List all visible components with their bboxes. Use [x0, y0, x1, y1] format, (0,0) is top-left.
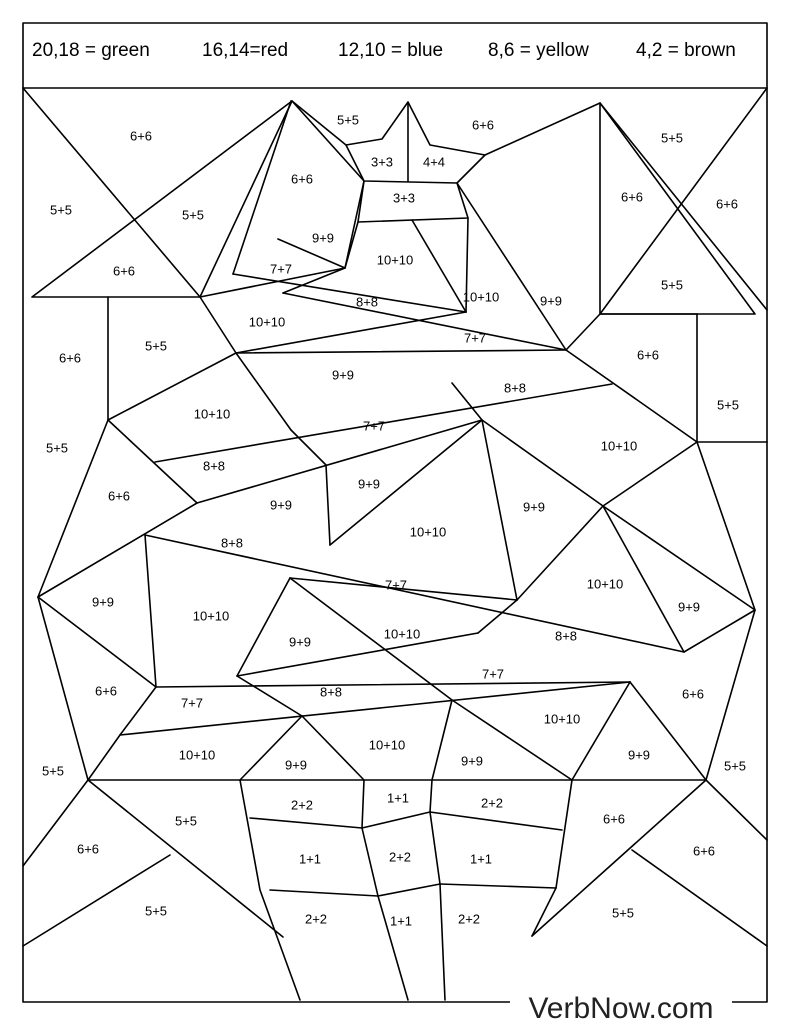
region-label: 5+5	[144, 338, 168, 354]
region-label: 5+5	[181, 207, 205, 223]
region-label: 9+9	[331, 367, 355, 383]
brand-watermark: VerbNow.com	[510, 992, 732, 1028]
region-label: 6+6	[681, 686, 705, 702]
region-label: 4+4	[422, 154, 446, 170]
region-label: 5+5	[174, 813, 198, 829]
region-label: 8+8	[355, 294, 379, 310]
region-label: 5+5	[41, 763, 65, 779]
region-label: 8+8	[202, 458, 226, 474]
region-label: 9+9	[288, 634, 312, 650]
region-label: 6+6	[715, 196, 739, 212]
region-label: 5+5	[660, 130, 684, 146]
region-label: 6+6	[76, 841, 100, 857]
region-label: 5+5	[144, 903, 168, 919]
region-label: 5+5	[716, 397, 740, 413]
region-label: 8+8	[554, 628, 578, 644]
region-label: 5+5	[611, 905, 635, 921]
region-label: 6+6	[94, 683, 118, 699]
key-brown: 4,2 = brown	[636, 40, 736, 61]
region-label: 10+10	[600, 438, 638, 454]
region-label: 6+6	[636, 347, 660, 363]
region-label: 10+10	[543, 711, 581, 727]
region-label: 3+3	[370, 154, 394, 170]
region-label: 7+7	[481, 666, 505, 682]
region-label: 7+7	[269, 261, 293, 277]
region-label: 5+5	[45, 440, 69, 456]
region-label: 10+10	[192, 608, 230, 624]
key-red: 16,14=red	[202, 40, 289, 61]
region-label: 10+10	[193, 406, 231, 422]
region-label: 9+9	[91, 594, 115, 610]
region-label: 10+10	[376, 252, 414, 268]
region-label: 9+9	[357, 476, 381, 492]
region-label: 9+9	[311, 230, 335, 246]
region-label: 1+1	[298, 851, 322, 867]
region-label: 6+6	[602, 811, 626, 827]
region-label: 6+6	[290, 171, 314, 187]
region-label: 7+7	[180, 695, 204, 711]
region-label: 9+9	[539, 293, 563, 309]
region-label: 7+7	[362, 418, 386, 434]
region-label: 6+6	[129, 128, 153, 144]
region-label: 9+9	[627, 747, 651, 763]
region-label: 9+9	[460, 753, 484, 769]
key-blue: 12,10 = blue	[338, 40, 444, 61]
region-label: 7+7	[384, 577, 408, 593]
region-label: 6+6	[471, 117, 495, 133]
region-label: 2+2	[480, 795, 504, 811]
region-label: 10+10	[368, 737, 406, 753]
region-label: 10+10	[248, 314, 286, 330]
region-label: 5+5	[660, 277, 684, 293]
region-label: 9+9	[269, 497, 293, 513]
region-label: 1+1	[386, 790, 410, 806]
region-label: 3+3	[392, 190, 416, 206]
region-label: 6+6	[58, 350, 82, 366]
region-label: 10+10	[409, 524, 447, 540]
region-label: 6+6	[620, 189, 644, 205]
region-label: 1+1	[469, 851, 493, 867]
region-label: 6+6	[692, 843, 716, 859]
key-green: 20,18 = green	[32, 40, 150, 61]
region-label: 8+8	[319, 684, 343, 700]
region-label: 5+5	[336, 112, 360, 128]
region-label: 10+10	[383, 626, 421, 642]
region-label: 8+8	[503, 380, 527, 396]
region-label: 2+2	[457, 911, 481, 927]
region-label: 10+10	[178, 747, 216, 763]
region-label: 2+2	[290, 797, 314, 813]
region-label: 1+1	[389, 913, 413, 929]
region-label: 9+9	[522, 499, 546, 515]
region-label: 10+10	[586, 576, 624, 592]
region-label: 5+5	[49, 202, 73, 218]
region-label: 8+8	[220, 535, 244, 551]
region-label: 9+9	[284, 757, 308, 773]
region-label: 5+5	[723, 758, 747, 774]
region-label: 9+9	[677, 599, 701, 615]
region-label: 6+6	[112, 263, 136, 279]
key-yellow: 8,6 = yellow	[488, 40, 589, 61]
region-label: 7+7	[463, 330, 487, 346]
region-label: 10+10	[462, 289, 500, 305]
region-label: 6+6	[107, 488, 131, 504]
region-label: 2+2	[388, 849, 412, 865]
region-label: 2+2	[304, 911, 328, 927]
